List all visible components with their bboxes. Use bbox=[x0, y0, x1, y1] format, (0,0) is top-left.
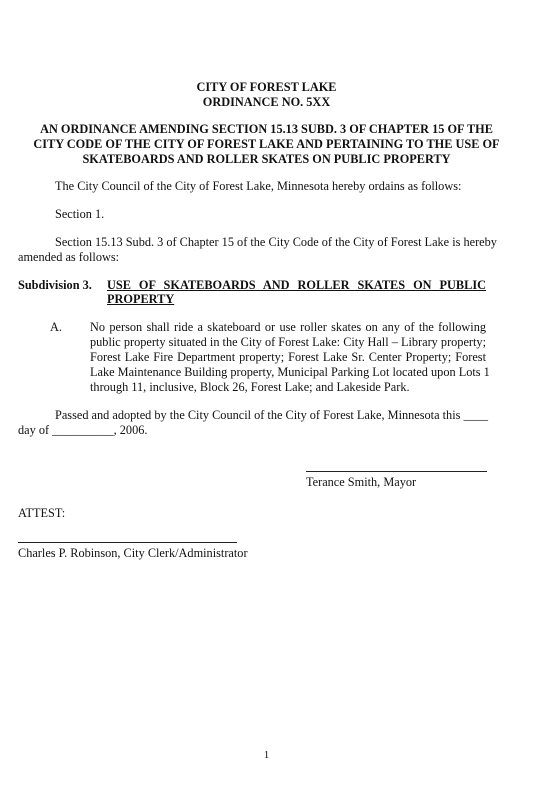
item-a-marker: A. bbox=[50, 320, 62, 334]
item-a-line: through 11, inclusive, Block 26, Forest Lake; and Lakeside Park. bbox=[90, 380, 410, 394]
section-heading: Section 1. bbox=[55, 207, 105, 221]
clerk-name: Charles P. Robinson, City Clerk/Administrator bbox=[18, 546, 248, 560]
ordinance-title-line-1: AN ORDINANCE AMENDING SECTION 15.13 SUBD. 3 OF CHAPTER 15 OF THE bbox=[40, 122, 493, 136]
item-a-line: Forest Lake Fire Department property; Forest Lake Sr. Center Property; Forest bbox=[90, 350, 486, 364]
item-a-line: No person shall ride a skateboard or use roller skates on any of the following bbox=[90, 320, 486, 334]
mayor-name: Terance Smith, Mayor bbox=[306, 475, 417, 489]
adoption-line-2: day of __________, 2006. bbox=[18, 423, 148, 437]
amend-line-2: amended as follows: bbox=[18, 250, 120, 264]
item-a-line: public property situated in the City of Forest Lake: City Hall – Library property; bbox=[90, 335, 486, 349]
city-heading: CITY OF FOREST LAKE bbox=[196, 80, 337, 94]
attest-label: ATTEST: bbox=[18, 506, 66, 520]
amend-line-1: Section 15.13 Subd. 3 of Chapter 15 of the City Code of the City of Forest Lake is hereby bbox=[55, 235, 497, 249]
page-number: 1 bbox=[263, 749, 270, 761]
subdivision-label: Subdivision 3. bbox=[18, 278, 92, 292]
intro-paragraph: The City Council of the City of Forest Lake, Minnesota hereby ordains as follows: bbox=[55, 179, 462, 193]
mayor-signature-line bbox=[306, 471, 487, 472]
ordinance-title-line-2: CITY CODE OF THE CITY OF FOREST LAKE AND PERTAINING TO THE USE OF bbox=[33, 137, 500, 151]
ordinance-number: ORDINANCE NO. 5XX bbox=[202, 95, 331, 109]
ordinance-title-line-3: SKATEBOARDS AND ROLLER SKATES ON PUBLIC PROPERTY bbox=[82, 152, 451, 166]
item-a-line: Lake Maintenance Building property, Municipal Parking Lot located upon Lots 1 bbox=[90, 365, 490, 379]
clerk-signature-line bbox=[18, 542, 237, 543]
adoption-line-1: Passed and adopted by the City Council of the City of Forest Lake, Minnesota this ____ bbox=[55, 408, 489, 422]
subdivision-title-line-1: USE OF SKATEBOARDS AND ROLLER SKATES ON PUBLIC bbox=[107, 278, 486, 292]
subdivision-title-line-2: PROPERTY bbox=[107, 292, 175, 306]
